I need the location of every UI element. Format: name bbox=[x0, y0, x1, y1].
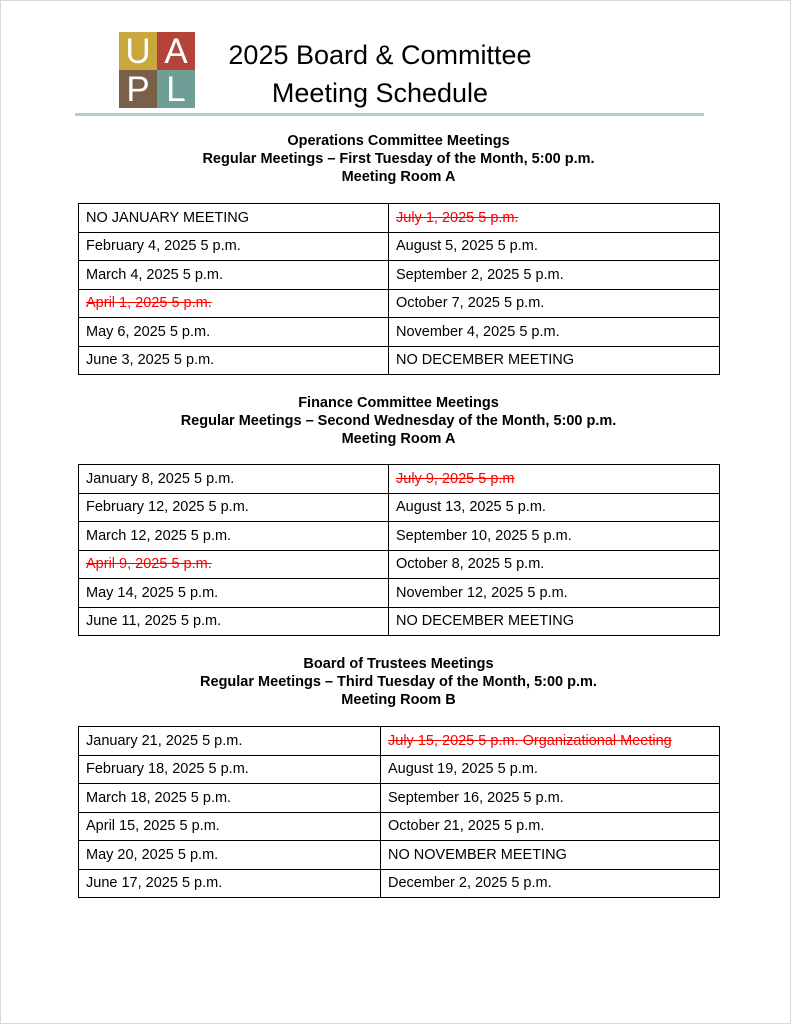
library-logo bbox=[119, 32, 195, 108]
operations-schedule-table bbox=[78, 203, 720, 375]
table-row bbox=[79, 550, 720, 579]
section-schedule-rule: Regular Meetings – First Tuesday of the Month, 5:00 p.m. bbox=[202, 151, 595, 167]
header-divider bbox=[75, 113, 704, 116]
page-title-line-2: Meeting Schedule bbox=[271, 78, 489, 108]
meeting-date-cell: October 21, 2025 5 p.m. bbox=[381, 812, 720, 841]
meeting-date-cell: August 13, 2025 5 p.m. bbox=[389, 493, 720, 522]
meeting-date-cell: January 21, 2025 5 p.m. bbox=[79, 727, 381, 756]
table-row bbox=[79, 869, 720, 898]
logo-tile-u: U bbox=[119, 32, 157, 70]
meeting-date-cell: April 9, 2025 5 p.m. bbox=[79, 550, 389, 579]
meeting-date-cell: September 10, 2025 5 p.m. bbox=[389, 522, 720, 551]
meeting-date-cell: June 17, 2025 5 p.m. bbox=[79, 869, 381, 898]
table-row bbox=[79, 289, 720, 318]
table-row bbox=[79, 204, 720, 233]
meeting-date-cell: September 2, 2025 5 p.m. bbox=[389, 261, 720, 290]
meeting-date-cell: October 8, 2025 5 p.m. bbox=[389, 550, 720, 579]
table-row bbox=[79, 522, 720, 551]
meeting-date-cell: April 1, 2025 5 p.m. bbox=[79, 289, 389, 318]
operations-heading bbox=[78, 132, 719, 186]
section-room: Meeting Room A bbox=[341, 431, 456, 447]
table-row bbox=[79, 232, 720, 261]
meeting-date-cell: NO NOVEMBER MEETING bbox=[381, 841, 720, 870]
section-title: Operations Committee Meetings bbox=[287, 133, 510, 149]
meeting-date-cell: March 12, 2025 5 p.m. bbox=[79, 522, 389, 551]
table-row bbox=[79, 465, 720, 494]
section-schedule-rule: Regular Meetings – Second Wednesday of the Month, 5:00 p.m. bbox=[180, 413, 617, 429]
finance-schedule-table bbox=[78, 464, 720, 636]
page-title bbox=[195, 36, 565, 112]
meeting-date-cell: March 18, 2025 5 p.m. bbox=[79, 784, 381, 813]
finance-heading bbox=[78, 394, 719, 448]
meeting-date-cell: February 12, 2025 5 p.m. bbox=[79, 493, 389, 522]
logo-tile-l: L bbox=[157, 70, 195, 108]
meeting-date-cell: January 8, 2025 5 p.m. bbox=[79, 465, 389, 494]
meeting-date-cell: July 15, 2025 5 p.m. Organizational Meeting bbox=[381, 727, 720, 756]
meeting-date-cell: July 1, 2025 5 p.m. bbox=[389, 204, 720, 233]
meeting-date-cell: March 4, 2025 5 p.m. bbox=[79, 261, 389, 290]
logo-tile-a: A bbox=[157, 32, 195, 70]
table-row bbox=[79, 318, 720, 347]
meeting-date-cell: November 12, 2025 5 p.m. bbox=[389, 579, 720, 608]
table-row bbox=[79, 841, 720, 870]
table-row bbox=[79, 755, 720, 784]
meeting-date-cell: June 3, 2025 5 p.m. bbox=[79, 346, 389, 375]
meeting-date-cell: November 4, 2025 5 p.m. bbox=[389, 318, 720, 347]
meeting-date-cell: May 14, 2025 5 p.m. bbox=[79, 579, 389, 608]
meeting-date-cell: February 4, 2025 5 p.m. bbox=[79, 232, 389, 261]
meeting-date-cell: April 15, 2025 5 p.m. bbox=[79, 812, 381, 841]
section-room: Meeting Room A bbox=[341, 169, 456, 185]
meeting-date-cell: August 19, 2025 5 p.m. bbox=[381, 755, 720, 784]
table-row bbox=[79, 579, 720, 608]
section-room: Meeting Room B bbox=[341, 692, 456, 708]
meeting-date-cell: May 6, 2025 5 p.m. bbox=[79, 318, 389, 347]
table-row bbox=[79, 261, 720, 290]
meeting-date-cell: August 5, 2025 5 p.m. bbox=[389, 232, 720, 261]
trustees-schedule-table bbox=[78, 726, 720, 898]
meeting-date-cell: NO JANUARY MEETING bbox=[79, 204, 389, 233]
table-row bbox=[79, 784, 720, 813]
meeting-date-cell: NO DECEMBER MEETING bbox=[389, 607, 720, 636]
table-row bbox=[79, 727, 720, 756]
section-title: Board of Trustees Meetings bbox=[303, 656, 494, 672]
table-row bbox=[79, 812, 720, 841]
section-schedule-rule: Regular Meetings – Third Tuesday of the Month, 5:00 p.m. bbox=[200, 674, 597, 690]
trustees-heading bbox=[78, 655, 719, 709]
table-row bbox=[79, 493, 720, 522]
section-title: Finance Committee Meetings bbox=[298, 395, 499, 411]
meeting-date-cell: July 9, 2025 5 p.m bbox=[389, 465, 720, 494]
meeting-date-cell: May 20, 2025 5 p.m. bbox=[79, 841, 381, 870]
page-title-line-1: 2025 Board & Committee bbox=[228, 40, 532, 70]
meeting-date-cell: October 7, 2025 5 p.m. bbox=[389, 289, 720, 318]
table-row bbox=[79, 346, 720, 375]
table-row bbox=[79, 607, 720, 636]
meeting-date-cell: September 16, 2025 5 p.m. bbox=[381, 784, 720, 813]
meeting-date-cell: February 18, 2025 5 p.m. bbox=[79, 755, 381, 784]
meeting-date-cell: December 2, 2025 5 p.m. bbox=[381, 869, 720, 898]
meeting-date-cell: NO DECEMBER MEETING bbox=[389, 346, 720, 375]
logo-tile-p: P bbox=[119, 70, 157, 108]
meeting-date-cell: June 11, 2025 5 p.m. bbox=[79, 607, 389, 636]
